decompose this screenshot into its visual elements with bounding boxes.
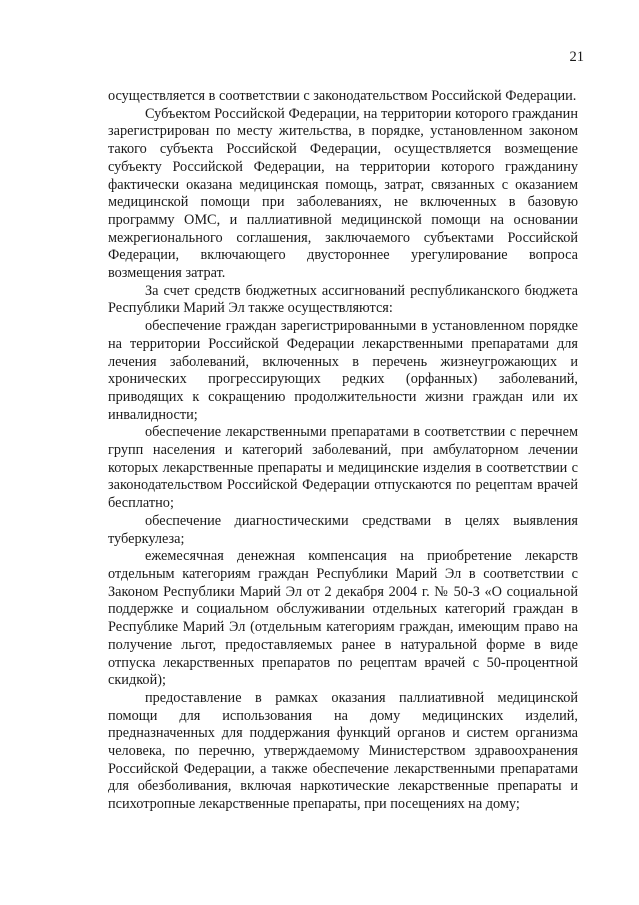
document-body bbox=[108, 88, 578, 814]
paragraph-orphan-drugs: обеспечение граждан зарегистрированными в установленном порядке на территории Российской Федерации лекарственными препаратами для лечения заболеваний, включенных в перечень жизнеугрожающих и хронических прогрессирующих редких (орфанных) заболеваний, приводящих к сокращению продолжительности жизни граждан или их инвалидности; bbox=[108, 318, 578, 423]
paragraph-continuation: осуществляется в соответствии с законодательством Российской Федерации. bbox=[108, 88, 577, 104]
paragraph-tuberculosis: обеспечение диагностическими средствами в целях выявления туберкулеза; bbox=[108, 512, 578, 547]
page-number: 21 bbox=[569, 49, 584, 65]
paragraph-free-prescriptions: обеспечение лекарственными препаратами в соответствии с перечнем групп населения и категорий заболеваний, при амбулаторном лечении которых лекарственные препараты и медицинские изделия в соответствии с законодательством Российской Федерации отпускаются по рецептам врачей бесплатно; bbox=[108, 424, 578, 512]
paragraph-monthly-compensation: ежемесячная денежная компенсация на приобретение лекарств отдельным категориям граждан Республики Марий Эл в соответствии с Законом Республики Марий Эл от 2 декабря 2004 г. № 50-З «О социальной поддержке и социальном обслуживании отдельных категорий граждан в Республике Марий Эл (отдельным категориям граждан, имеющим право на получение льгот, предоставляемых ранее в натуральной форме в виде отпуска лекарственных препаратов по рецептам врачей с 50-процентной скидкой); bbox=[108, 548, 578, 689]
paragraph-palliative-care: предоставление в рамках оказания паллиативной медицинской помощи для использования на дому медицинских изделий, предназначенных для поддержания функций органов и систем организма человека, по перечню, утверждаемому Министерством здравоохранения Российской Федерации, а также обеспечение лекарственными препаратами для обезболивания, включая наркотические лекарственные препараты и психотропные лекарственные препараты, при посещениях на дому; bbox=[108, 689, 578, 813]
paragraph-budget-intro: За счет средств бюджетных ассигнований республиканского бюджета Республики Марий Эл также осуществляются: bbox=[108, 282, 578, 317]
paragraph-reimbursement: Субъектом Российской Федерации, на территории которого гражданин зарегистрирован по месту жительства, в порядке, установленном законом такого субъекта Российской Федерации, осуществляется возмещение субъекту Российской Федерации, на территории которого гражданину фактически оказана медицинская помощь, затрат, связанных с оказанием медицинской помощи при заболеваниях, не включенных в базовую программу ОМС, и паллиативной медицинской помощи на основании межрегионального соглашения, заключаемого субъектами Российской Федерации, включающего двустороннее урегулирование вопроса возмещения затрат. bbox=[108, 105, 578, 282]
